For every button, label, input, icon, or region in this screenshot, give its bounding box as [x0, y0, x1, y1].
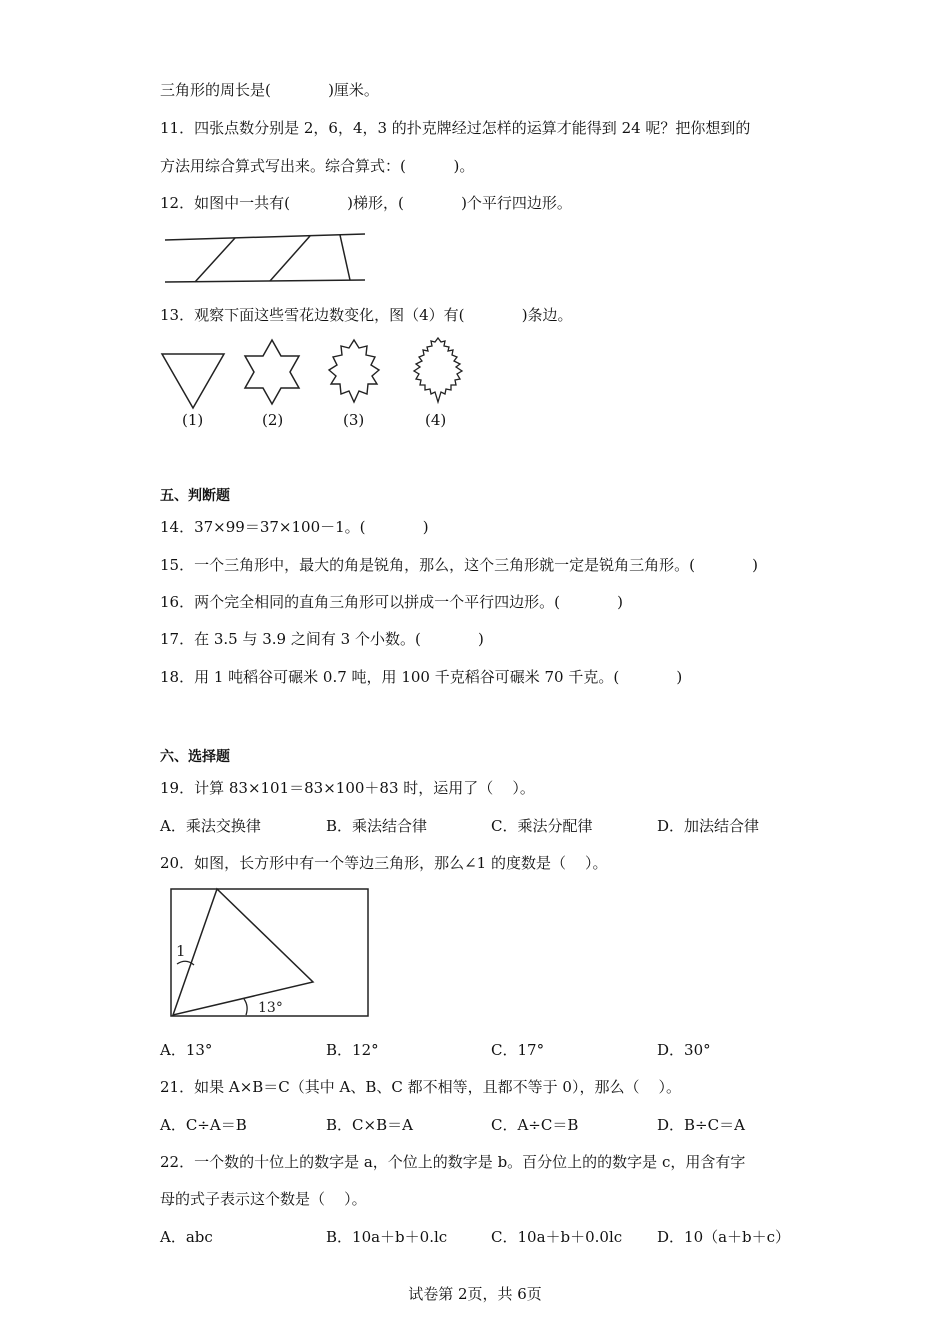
q14: 14．37×99＝37×100－1。( ): [160, 518, 429, 536]
q19-option-b: B．乘法结合律: [326, 817, 428, 835]
snowflake-label-4: (4): [425, 411, 447, 429]
q22-line1: 22．一个数的十位上的数字是 a，个位上的数字是 b。百分位上的的数字是 c，用含有字: [160, 1153, 746, 1171]
q16: 16．两个完全相同的直角三角形可以拼成一个平行四边形。( ): [160, 593, 624, 611]
q22-line2: 母的式子表示这个数是（ ）。: [160, 1190, 367, 1208]
q22-option-d: D．10（a＋b＋c）: [657, 1228, 791, 1246]
snowflake-3: [320, 338, 390, 408]
q20-option-d: D．30°: [657, 1041, 711, 1059]
snowflake-4: [402, 336, 478, 412]
q21: 21．如果 A×B＝C（其中 A、B、C 都不相等，且都不等于 0），那么（ ）。: [160, 1078, 682, 1096]
q20-figure: [170, 886, 375, 1021]
q20-angle1-label: 1: [176, 942, 186, 960]
page-footer: 试卷第 2页，共 6页: [408, 1285, 542, 1303]
q20-triangle: [173, 889, 313, 1015]
q20-option-c: C．17°: [491, 1041, 545, 1059]
q19-option-a: A．乘法交换律: [160, 817, 261, 835]
q13-text: 13．观察下面这些雪花边数变化，图（4）有( )条边。: [160, 306, 573, 324]
section5-title: 五、判断题: [160, 488, 230, 504]
q19: 19．计算 83×101＝83×100＋83 时，运用了（ ）。: [160, 779, 535, 797]
q22-option-c: C．10a＋b＋0.0lc: [491, 1228, 623, 1246]
section6-title: 六、选择题: [160, 749, 230, 765]
q21-option-c: C．A÷C＝B: [491, 1116, 579, 1134]
q18: 18．用 1 吨稻谷可碾米 0.7 吨，用 100 千克稻谷可碾米 70 千克。( ): [160, 668, 683, 686]
q21-option-a: A．C÷A＝B: [160, 1116, 247, 1134]
q20: 20．如图，长方形中有一个等边三角形，那么∠1 的度数是（ ）。: [160, 854, 608, 872]
snowflake-label-3: (3): [343, 411, 365, 429]
snowflake-label-1: (1): [182, 411, 204, 429]
q20-angle2-arc: [244, 999, 247, 1015]
q20-option-b: B．12°: [326, 1041, 379, 1059]
q20-rectangle: [171, 889, 368, 1016]
q12-text: 12．如图中一共有( )梯形，( )个平行四边形。: [160, 194, 572, 212]
q15: 15．一个三角形中，最大的角是锐角，那么，这个三角形就一定是锐角三角形。( ): [160, 556, 759, 574]
q17: 17．在 3.5 与 3.9 之间有 3 个小数。( ): [160, 630, 484, 648]
q21-option-d: D．B÷C＝A: [657, 1116, 745, 1134]
snowflake-label-2: (2): [262, 411, 284, 429]
q10-tail: 三角形的周长是( )厘米。: [160, 81, 379, 99]
q19-option-c: C．乘法分配律: [491, 817, 593, 835]
q20-option-a: A．13°: [160, 1041, 213, 1059]
q22-option-b: B．10a＋b＋0.lc: [326, 1228, 448, 1246]
q20-angle2-label: 13°: [258, 1000, 283, 1016]
snowflake-2: [240, 338, 310, 408]
q21-option-b: B．C×B＝A: [326, 1116, 413, 1134]
q12-figure: [160, 228, 370, 288]
q19-option-d: D．加法结合律: [657, 817, 760, 835]
q22-option-a: A．abc: [160, 1228, 213, 1246]
q11-line2: 方法用综合算式写出来。综合算式：( )。: [160, 157, 475, 175]
q11-line1: 11．四张点数分别是 2，6，4，3 的扑克牌经过怎样的运算才能得到 24 呢？把你想到的: [160, 119, 751, 137]
